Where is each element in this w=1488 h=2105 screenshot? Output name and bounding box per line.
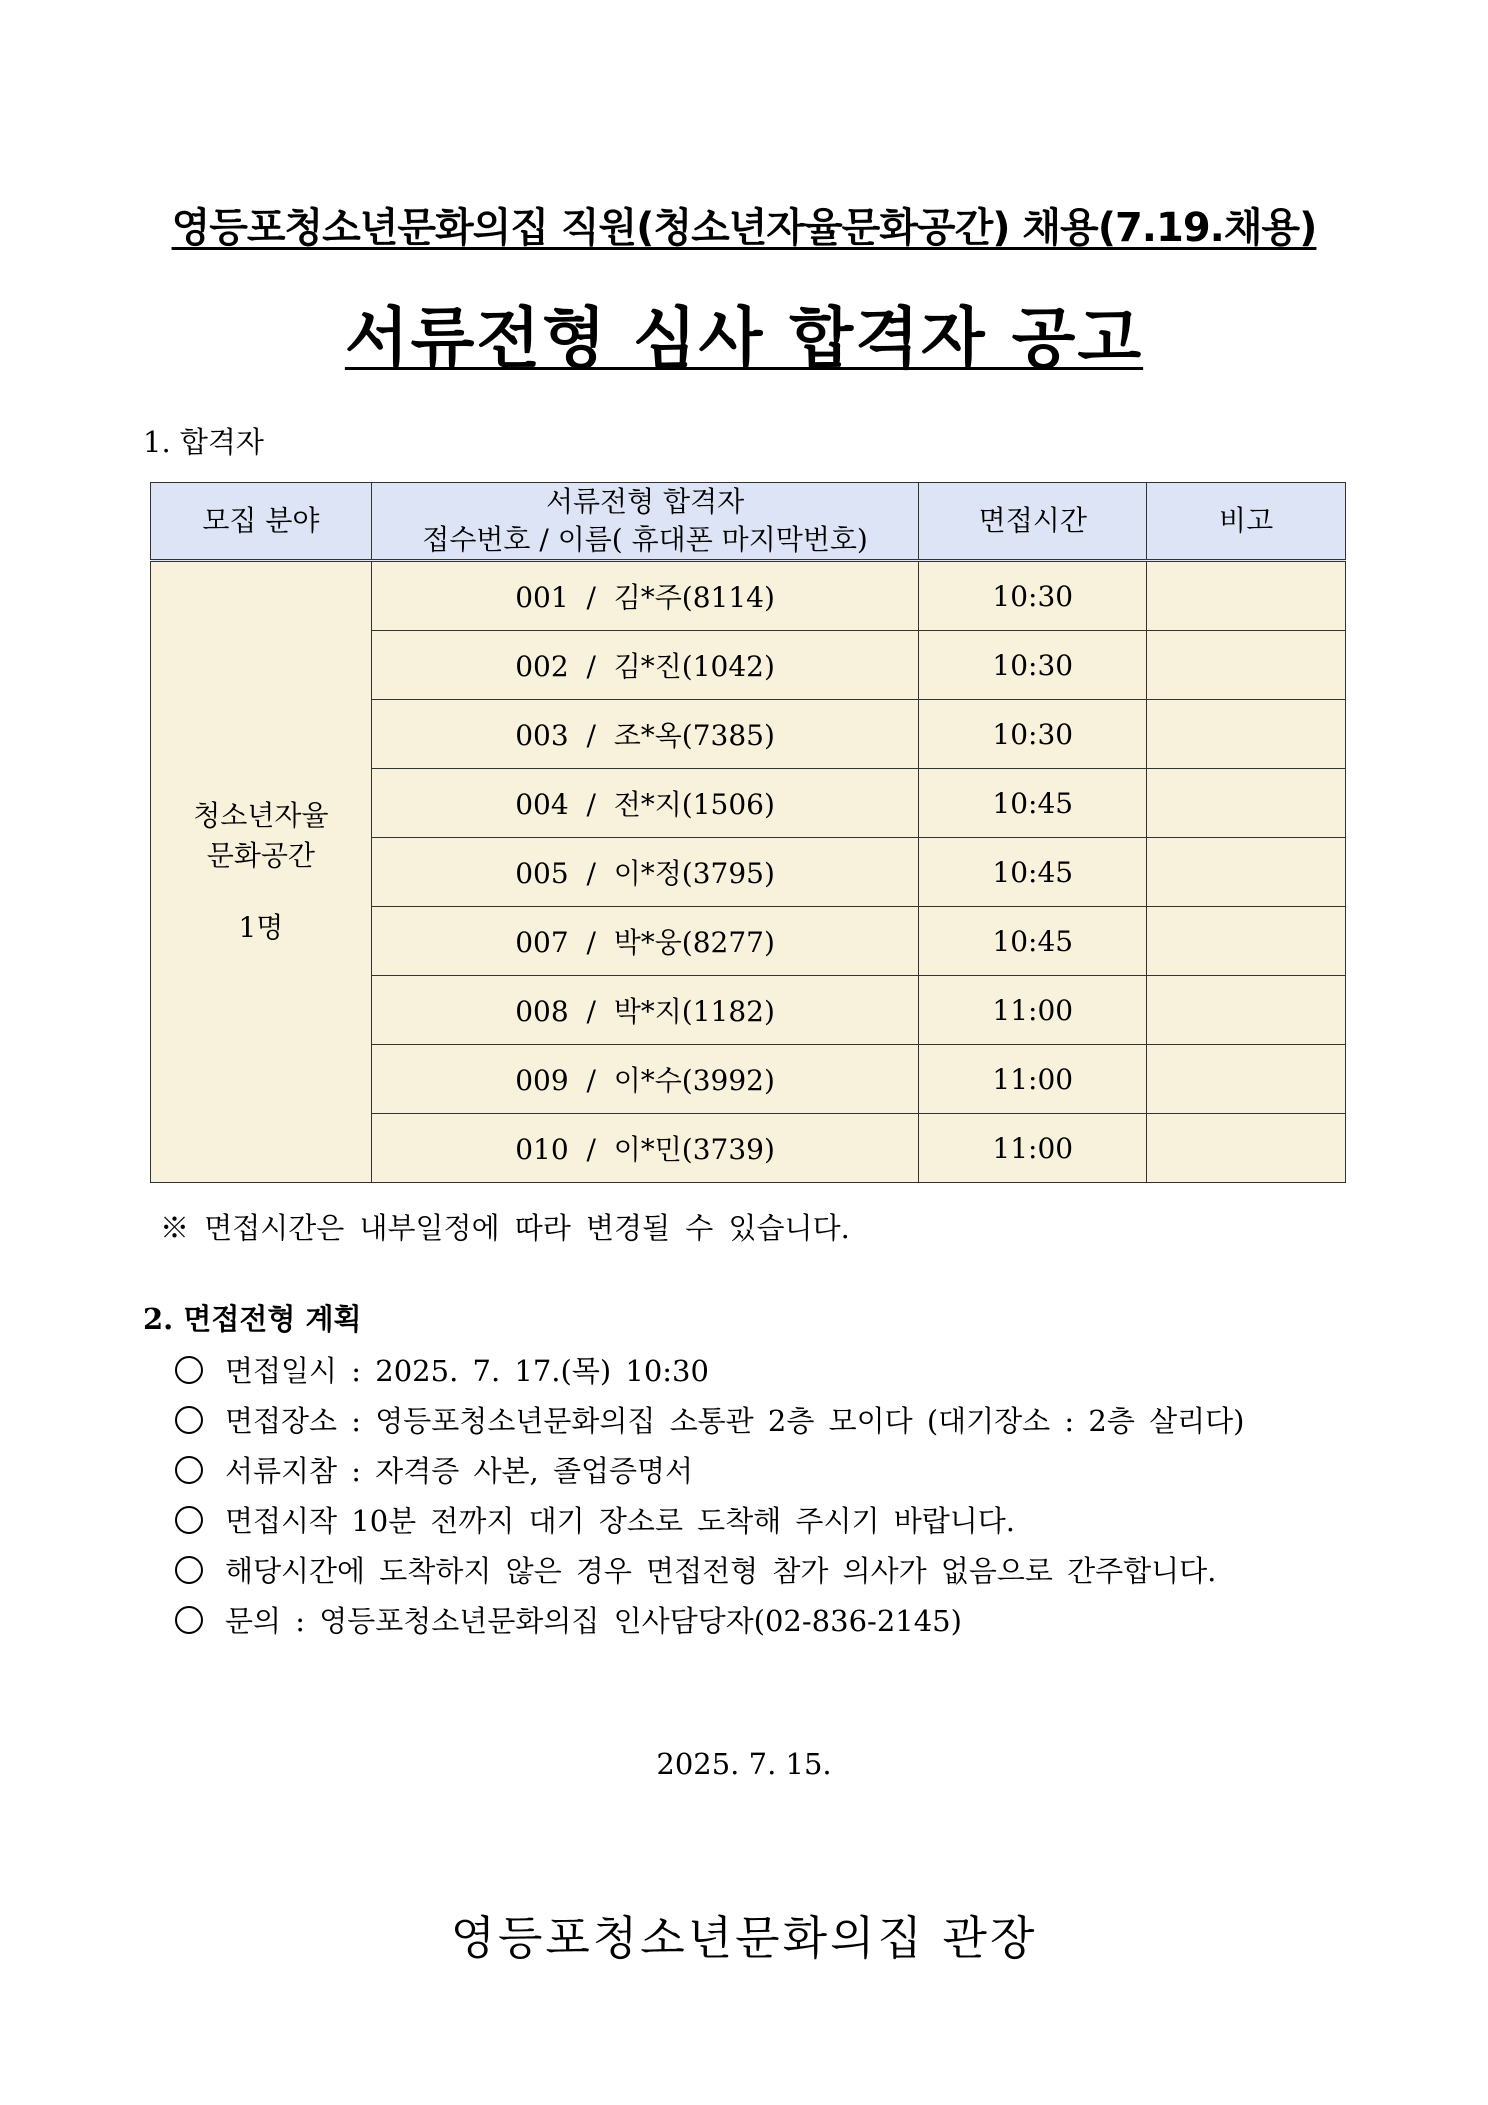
remark-cell xyxy=(1147,907,1346,976)
interview-time-cell: 10:30 xyxy=(919,631,1147,700)
remark-cell xyxy=(1147,976,1346,1045)
remark-cell xyxy=(1147,1114,1346,1183)
recruit-count: 1명 xyxy=(238,911,284,944)
remark-cell xyxy=(1147,561,1346,631)
column-header-applicant xyxy=(371,483,919,561)
interview-time-cell: 10:45 xyxy=(919,838,1147,907)
applicant-cell: 008 / 박*지(1182) xyxy=(371,976,919,1045)
circle-bullet-icon xyxy=(175,1556,203,1584)
interview-time-cell: 10:30 xyxy=(919,561,1147,631)
column-header-field: 모집 분야 xyxy=(151,483,372,561)
notice-title: 서류전형 심사 합격자 공고 xyxy=(344,300,1144,377)
remark-cell xyxy=(1147,1045,1346,1114)
circle-bullet-icon xyxy=(175,1406,203,1434)
applicant-cell: 005 / 이*정(3795) xyxy=(371,838,919,907)
interview-time-cell: 11:00 xyxy=(919,1045,1147,1114)
column-header-applicant-line2: 접수번호 / 이름( 휴대폰 마지막번호) xyxy=(422,523,868,556)
interview-plan-list xyxy=(175,1346,1244,1646)
applicant-cell: 003 / 조*옥(7385) xyxy=(371,700,919,769)
applicant-cell: 004 / 전*지(1506) xyxy=(371,769,919,838)
list-item: 면접일시 : 2025. 7. 17.(목) 10:30 xyxy=(175,1346,1244,1396)
applicant-cell: 007 / 박*웅(8277) xyxy=(371,907,919,976)
circle-bullet-icon xyxy=(175,1606,203,1634)
circle-bullet-icon xyxy=(175,1356,203,1384)
section-2-heading: 2. 면접전형 계획 xyxy=(143,1302,362,1336)
interview-time-cell: 10:30 xyxy=(919,700,1147,769)
column-header-applicant-line1: 서류전형 합격자 xyxy=(545,485,745,518)
circle-bullet-icon xyxy=(175,1506,203,1534)
interview-time-cell: 10:45 xyxy=(919,769,1147,838)
applicant-cell: 010 / 이*민(3739) xyxy=(371,1114,919,1183)
schedule-note: ※ 면접시간은 내부일정에 따라 변경될 수 있습니다. xyxy=(160,1211,850,1245)
recruit-field-cell xyxy=(151,561,372,1183)
passers-table xyxy=(150,482,1346,1183)
list-item: 면접시작 10분 전까지 대기 장소로 도착해 주시기 바랍니다. xyxy=(175,1496,1244,1546)
interview-time-cell: 11:00 xyxy=(919,976,1147,1045)
remark-cell xyxy=(1147,631,1346,700)
remark-cell xyxy=(1147,700,1346,769)
issuer-signature: 영등포청소년문화의집 관장 xyxy=(450,1911,1038,1965)
list-item: 문의 : 영등포청소년문화의집 인사담당자(02-836-2145) xyxy=(175,1596,1244,1646)
section-1-heading: 1. 합격자 xyxy=(143,425,264,459)
table-header-row xyxy=(151,483,1346,561)
applicant-cell: 001 / 김*주(8114) xyxy=(371,561,919,631)
column-header-remark: 비고 xyxy=(1147,483,1346,561)
remark-cell xyxy=(1147,769,1346,838)
column-header-time: 면접시간 xyxy=(919,483,1147,561)
list-item: 해당시간에 도착하지 않은 경우 면접전형 참가 의사가 없음으로 간주합니다. xyxy=(175,1546,1244,1596)
circle-bullet-icon xyxy=(175,1456,203,1484)
applicant-cell: 002 / 김*진(1042) xyxy=(371,631,919,700)
recruit-field-line1: 청소년자율 xyxy=(193,799,329,832)
interview-time-cell: 10:45 xyxy=(919,907,1147,976)
notice-subtitle: 영등포청소년문화의집 직원(청소년자율문화공간) 채용(7.19.채용) xyxy=(171,205,1317,251)
list-item: 면접장소 : 영등포청소년문화의집 소통관 2층 모이다 (대기장소 : 2층 살리다) xyxy=(175,1396,1244,1446)
remark-cell xyxy=(1147,838,1346,907)
notice-date: 2025. 7. 15. xyxy=(656,1747,832,1781)
interview-time-cell: 11:00 xyxy=(919,1114,1147,1183)
table-row xyxy=(151,561,1346,631)
list-item: 서류지참 : 자격증 사본, 졸업증명서 xyxy=(175,1446,1244,1496)
applicant-cell: 009 / 이*수(3992) xyxy=(371,1045,919,1114)
recruit-field-line2: 문화공간 xyxy=(206,839,315,872)
